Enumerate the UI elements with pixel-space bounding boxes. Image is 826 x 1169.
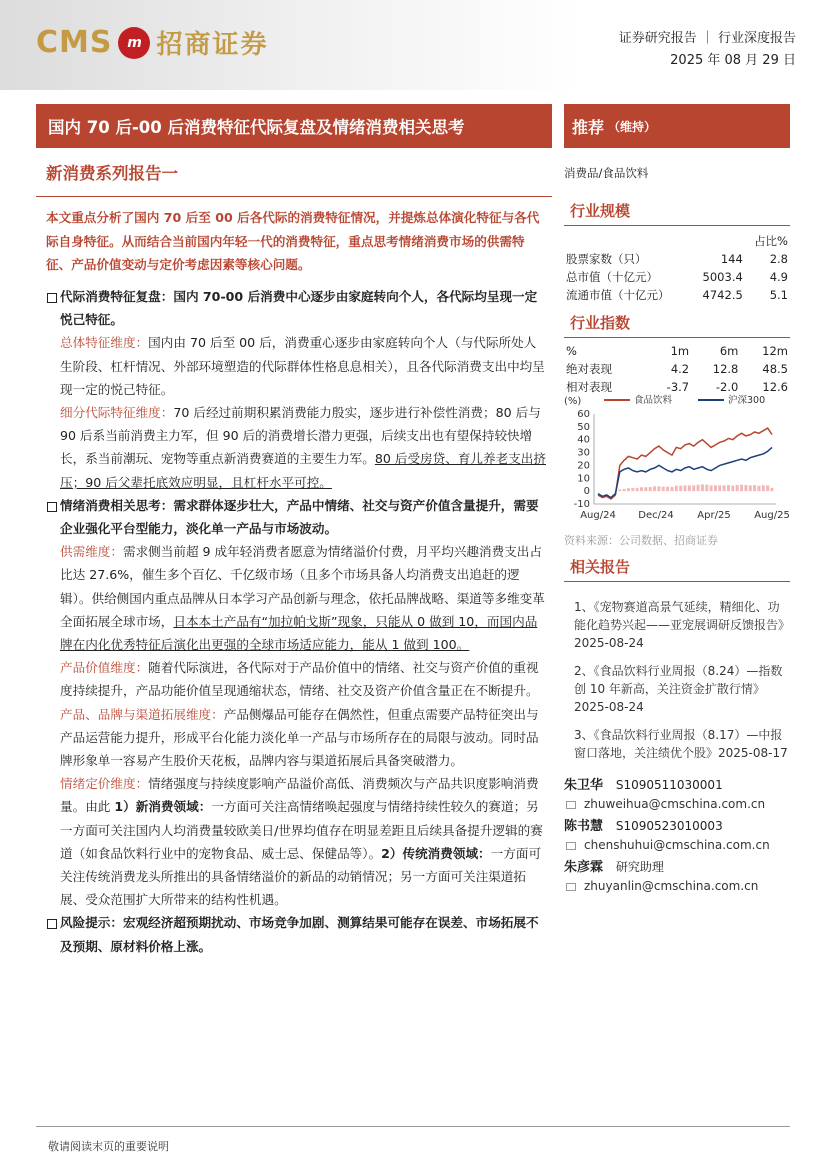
index-block: [564, 312, 790, 396]
y-tick-label: 50: [577, 421, 590, 433]
analyst: 陈书慧 S1090523010003: [564, 819, 723, 834]
scale-block: [564, 200, 790, 304]
section-2-para-3: 产品、品牌与渠道拓展维度：产品侧爆品可能存在偶然性，但重点需要产品特征突出与产品运营能力提升，形成平台化能力淡化单一产品与市场所存在的局限与波动。同时品牌形象单一容易产生股价天花板，品牌内容与渠道拓展后具备突破潜力。: [60, 706, 539, 769]
report-title: 国内 70 后-00 后消费特征代际复盘及情绪消费相关思考: [36, 104, 552, 148]
table-row: 总市值（十亿元） 5003.4 4.9: [566, 270, 788, 284]
footer-divider: [36, 1126, 790, 1127]
cms-logo: [36, 24, 269, 61]
index-table: [564, 342, 790, 396]
y-axis-label: (%): [564, 396, 582, 407]
section-1-heading: 代际消费特征复盘：国内 70-00 后消费中心逐步由家庭转向个人，各代际均呈现一定悦己特征。: [46, 285, 548, 331]
analyst: 朱彦霖 研究助理: [564, 860, 664, 875]
related-block: [564, 556, 790, 772]
abstract: 本文重点分析了国内 70 后至 00 后各代际的消费特征情况，并提炼总体演化特征与各代际自身特征。从而结合当前国内年轻一代的消费特征，重点思考情绪消费市场的供需特征、产品价值变动与定价考虑因素等核心问题。: [46, 210, 540, 272]
mail-icon: [566, 883, 576, 891]
mail-icon: [566, 842, 576, 850]
rating-badge: [564, 104, 790, 148]
analyst-email[interactable]: zhuweihua@cmschina.com.cn: [564, 795, 790, 813]
page-header: [0, 0, 826, 90]
rating-sub: （维持）: [608, 119, 657, 134]
report-meta: [619, 28, 796, 72]
legend-label: 沪深300: [728, 395, 766, 406]
list-item[interactable]: 2、《食品饮料行业周报（8.24）—指数创 10 年新高，关注资金扩散行情》2025-08-24: [574, 664, 783, 714]
analyst-email[interactable]: chenshuhui@cmschina.com.cn: [564, 836, 790, 854]
list-item[interactable]: 3、《食品饮料行业周报（8.17）—中报窗口落地，关注绩优个股》2025-08-17: [574, 728, 788, 760]
main-body: [46, 285, 548, 958]
rating: 推荐: [572, 117, 605, 137]
section-2-para-4: 情绪定价维度：情绪强度与持续度影响产品溢价高低、消费频次与产品共识度影响消费量。由此 1）新消费领域：一方面可关注高情绪唤起强度与情绪持续性较久的赛道；另一方面可关注国内人均消费量较欧美日/世界均值存在明显差距且后续具备提升逻辑的赛道（如食品饮料行业中的宠物食品、威士忌、保健品等）。2）传统消费领域：一方面可关注传统消费龙头所推出的具备情绪溢价的新品的动销情况；另一方面可关注渠道拓展、受众范围扩大所带来的结构性机遇。: [60, 776, 543, 908]
section-2-heading: 情绪消费相关思考：需求群体逐步壮大，产品中情绪、社交与资产价值含量提升，需要企业强化平台型能力，淡化单一产品与市场波动。: [46, 494, 548, 540]
list-item[interactable]: 1、《宠物赛道高景气延续，精细化、功能化趋势兴起——亚宠展调研反馈报告》2025-08-24: [574, 600, 791, 650]
y-tick-label: 60: [577, 409, 590, 420]
section-1-para-1: 总体特征维度：国内由 70 后至 00 后，消费重心逐步由家庭转向个人（与代际所处人生阶段、杠杆情况、外部环境塑造的代际群体性格息息相关），且各代际消费支出中均呈现一定的悦己特征。: [60, 335, 545, 397]
report-type: 证券研究报告 ｜ 行业深度报告: [618, 31, 796, 46]
section-2-para-1: 供需维度：需求侧当前超 9 成年轻消费者愿意为情绪溢价付费，月平均兴趣消费支出占比达 27.6%，催生多个百亿、千亿级市场（且多个市场具备人均消费支出追赶的逻辑）。供给侧国内重点品牌从日本学习产品创新与理念，依托品牌战略、渠道等多维变革全面拓展全球市场，日本本土产品有“加拉帕戈斯”现象，只能从 0 做到 10，而国内品牌在内化优秀特征后演化出更强的全球市场适应能力，能从 1 做到 100。: [60, 544, 545, 653]
logo-text: CMS: [36, 25, 113, 60]
logo-cn: 招商证券: [156, 30, 269, 60]
footer-note: 敬请阅读末页的重要说明: [48, 1140, 169, 1153]
table-header: % 1m 6m 12m: [566, 344, 788, 358]
logo-emblem-icon: m: [118, 27, 150, 59]
legend-label: 食品饮料: [634, 395, 673, 406]
x-tick-label: Aug/25: [754, 510, 790, 521]
y-tick-label: 40: [577, 434, 590, 446]
y-tick-label: -10: [573, 499, 590, 510]
report-date: 2025 年 08 月 29 日: [670, 53, 796, 68]
y-tick-label: 20: [577, 460, 590, 472]
y-tick-label: 0: [583, 486, 590, 498]
table-row: 绝对表现 4.2 12.8 48.5: [566, 362, 788, 376]
related-heading: 相关报告: [564, 556, 790, 582]
related-list: [564, 598, 790, 762]
analyst-email[interactable]: zhuyanlin@cmschina.com.cn: [564, 877, 790, 895]
divider: [36, 196, 552, 197]
analyst-block: [564, 776, 790, 895]
section-2-para-2: 产品价值维度：随着代际演进，各代际对于产品价值中的情绪、社交与资产价值的重视度持续提升，产品功能价值呈现通缩状态，情绪、社交及资产价值含量正在不断提升。: [60, 660, 539, 699]
scale-heading: 行业规模: [564, 200, 790, 226]
x-tick-label: Dec/24: [638, 510, 674, 521]
sector-label: 消费品/食品饮料: [564, 166, 649, 180]
scale-col-header: 占比%: [754, 234, 788, 248]
x-tick-label: Apr/25: [697, 510, 731, 521]
table-row: 相对表现 -3.7 -2.0 12.6: [566, 380, 788, 394]
chart-source: 资料来源：公司数据、招商证券: [564, 534, 718, 547]
section-1-para-2: 细分代际特征维度：70 后经过前期积累消费能力殷实，逐步进行补偿性消费；80 后与 90 后系当前消费主力军，但 90 后的消费增长潜力更强，后续支出也有望保持较快增长，系当前潮玩、宠物等重点新消费赛道的主要生力军。80 后受房贷、育儿养老支出挤压；90 后父辈托底效应明显，且杠杆水平可控。: [60, 405, 546, 490]
scale-table: [564, 232, 790, 304]
section-3-heading: 风险提示：宏观经济超预期扰动、市场竞争加剧、测算结果可能存在误差、市场拓展不及预期、原材料价格上涨。: [46, 911, 548, 957]
index-heading: 行业指数: [564, 312, 790, 338]
mail-icon: [566, 801, 576, 809]
index-chart: [564, 392, 790, 528]
table-row: 流通市值（十亿元） 4742.5 5.1: [566, 288, 788, 302]
table-row: 股票家数（只） 144 2.8: [566, 252, 788, 266]
y-tick-label: 10: [577, 473, 590, 485]
x-tick-label: Aug/24: [580, 510, 616, 521]
y-tick-label: 30: [577, 447, 590, 459]
analyst: 朱卫华 S1090511030001: [564, 778, 723, 793]
report-subtitle: 新消费系列报告一: [46, 164, 178, 183]
